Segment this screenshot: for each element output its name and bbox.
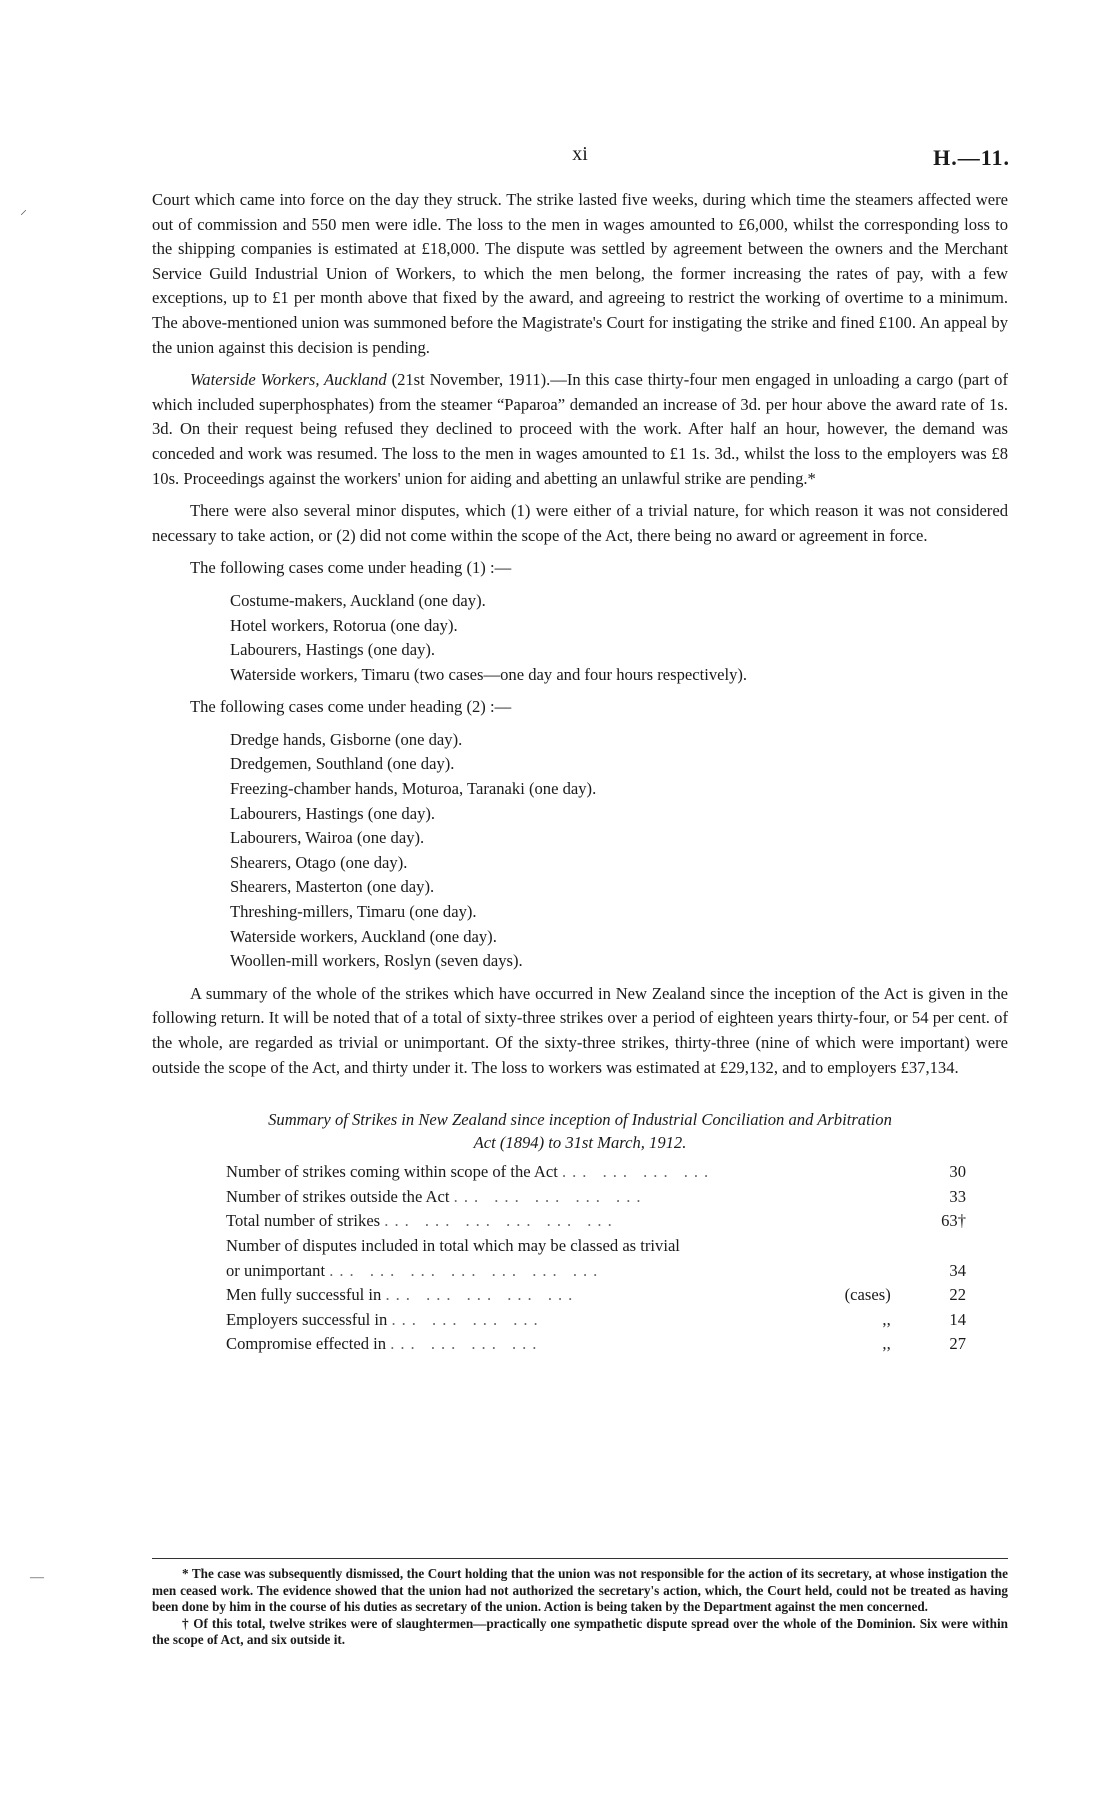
list-item: Shearers, Otago (one day). <box>230 852 408 872</box>
list-item: Costume-makers, Auckland (one day). <box>230 590 486 610</box>
leader-dots: ... ... ... ... ... ... <box>384 1211 618 1231</box>
table-row <box>226 1283 976 1308</box>
list-item: Woollen-mill workers, Roslyn (seven days). <box>230 951 523 971</box>
list-item: Shearers, Masterton (one day). <box>230 877 435 897</box>
row-qualifier: ,, <box>882 1334 891 1354</box>
row-label: Number of strikes coming within scope of the Act <box>226 1162 558 1182</box>
case-text: (21st November, 1911).—In this case thirty-four men engaged in unloading a cargo (part of which included superphosphates) from the steamer “Paparoa” demanded an increase of 3d. per hour above the award rate of 1s. 3d. On their request being refused they declined to proceed with the work. After half an hour, however, the demand was conceded and work was resumed. The loss to the men in wages amounted to £1 1s. 3d., whilst the loss to the employers was £8 10s. Proceedings against the workers' union for aiding and abetting an unlawful strike are pending.* <box>152 370 1008 488</box>
body-text <box>152 188 1008 1357</box>
paragraph-continuation: Court which came into force on the day they struck. The strike lasted five weeks, during which time the steamers affected were out of commission and 550 men were idle. The loss to the men in wages amounted to £6,000, whilst the corresponding loss to the shipping companies is estimated at £18,000. The dispute was settled by agreement between the owners and the Merchant Service Guild Industrial Union of Workers, to which the men belong, the former increasing the rates of pay, with a few exceptions, up to £1 per month above that fixed by the award, and agreeing to restrict the working of overtime to a minimum. The above-mentioned union was summoned before the Magistrate's Court for instigating the strike and fined £100. An appeal by the union against this decision is pending. <box>152 190 1008 357</box>
row-qualifier <box>832 1259 901 1284</box>
row-value: 30 <box>949 1162 966 1182</box>
table-row <box>226 1259 976 1284</box>
row-value: 33 <box>949 1186 966 1206</box>
table-row <box>226 1209 976 1234</box>
page-number: xi <box>572 143 588 165</box>
paragraph-minor-disputes: There were also several minor disputes, which (1) were either of a trivial nature, for which reason it was not considered necessary to take action, or (2) did not come within the scope of the Act, there being no award or agreement in force. <box>152 501 1008 545</box>
leader-dots: ... ... ... ... ... <box>453 1186 647 1206</box>
leader-dots: ... ... ... ... ... <box>385 1285 579 1305</box>
leader-dots: ... ... ... ... ... ... ... <box>329 1260 604 1280</box>
row-value: 63† <box>941 1211 966 1231</box>
heading-1-intro: The following cases come under heading (1) :— <box>190 558 512 578</box>
table-row <box>226 1308 976 1333</box>
row-qualifier <box>832 1234 901 1259</box>
table-row <box>226 1185 976 1210</box>
row-value <box>901 1234 976 1259</box>
leader-dots: ... ... ... ... <box>391 1309 544 1329</box>
footnote-dagger: † Of this total, twelve strikes were of slaughtermen—practically one sympathetic dispute spread over the whole of the Dominion. Six were within the scope of Act, and six outside it. <box>152 1615 1008 1647</box>
table-row <box>226 1234 976 1259</box>
row-value: 14 <box>949 1309 966 1329</box>
table-row <box>226 1160 976 1185</box>
list-item: Labourers, Hastings (one day). <box>230 803 436 823</box>
list-item: Labourers, Wairoa (one day). <box>230 828 425 848</box>
list-item: Waterside workers, Timaru (two cases—one day and four hours respectively). <box>230 664 748 684</box>
summary-title-line: Act (1894) to 31st March, 1912. <box>473 1133 687 1153</box>
row-label: Compromise effected in <box>226 1334 387 1354</box>
row-qualifier <box>832 1185 901 1210</box>
page-header <box>150 143 1010 173</box>
list-item: Threshing-millers, Timaru (one day). <box>230 902 477 922</box>
heading-2-list <box>230 728 1008 974</box>
heading-2-intro: The following cases come under heading (2) :— <box>190 697 512 717</box>
row-label: or unimportant <box>226 1260 326 1280</box>
summary-title-line: Summary of Strikes in New Zealand since inception of Industrial Conciliation and Arbitration <box>268 1110 892 1130</box>
row-label: Number of strikes outside the Act <box>226 1186 450 1206</box>
row-value: 22 <box>949 1285 966 1305</box>
list-item: Freezing-chamber hands, Moturoa, Taranaki (one day). <box>230 779 597 799</box>
footnotes <box>152 1566 1008 1649</box>
list-item: Waterside workers, Auckland (one day). <box>230 926 497 946</box>
paragraph-summary-intro: A summary of the whole of the strikes which have occurred in New Zealand since the inception of the Act is given in the following return. It will be noted that of a total of sixty-three strikes over a period of eighteen years thirty-four, or 54 per cent. of the whole, are regarded as trivial or unimportant. Of the sixty-three strikes, thirty-three (nine of which were important) were outside the scope of the Act, and thirty under it. The loss to workers was estimated at £29,132, and to employers £37,134. <box>152 983 1008 1077</box>
leader-dots: ... ... ... ... <box>390 1334 543 1354</box>
margin-mark: ⸝ <box>20 203 27 218</box>
row-label: Men fully successful in <box>226 1285 382 1305</box>
row-qualifier <box>832 1209 901 1234</box>
heading-1-list <box>230 589 1008 687</box>
table-row <box>226 1332 976 1357</box>
summary-table <box>226 1160 976 1357</box>
document-reference: H.—11. <box>933 145 1010 170</box>
list-item: Labourers, Hastings (one day). <box>230 640 436 660</box>
summary-table-title <box>152 1108 1008 1154</box>
row-value: 27 <box>949 1334 966 1354</box>
row-label: Number of disputes included in total which may be classed as trivial <box>226 1235 680 1255</box>
list-item: Hotel workers, Rotorua (one day). <box>230 615 458 635</box>
row-label: Total number of strikes <box>226 1211 381 1231</box>
list-item: Dredge hands, Gisborne (one day). <box>230 729 463 749</box>
row-qualifier <box>832 1160 901 1185</box>
row-label: Employers successful in <box>226 1309 388 1329</box>
footnote-star: * The case was subsequently dismissed, the Court holding that the union was not responsible for the action of its secretary, at whose instigation the men ceased work. The evidence showed that the union had not authorized the secretary's action, which, the Court held, could not be treated as having been done by him in the course of his duties as secretary of the union. Action is being taken by the Department against the men concerned. <box>152 1566 1008 1614</box>
case-heading: Waterside Workers, Auckland <box>190 370 387 390</box>
row-qualifier: (cases) <box>844 1285 891 1305</box>
row-qualifier: ,, <box>882 1309 891 1329</box>
paragraph-waterside <box>152 368 1008 491</box>
margin-mark: — <box>30 1570 44 1585</box>
footnote-divider <box>152 1558 1008 1559</box>
leader-dots: ... ... ... ... <box>561 1162 715 1182</box>
list-item: Dredgemen, Southland (one day). <box>230 754 455 774</box>
row-value: 34 <box>949 1260 966 1280</box>
